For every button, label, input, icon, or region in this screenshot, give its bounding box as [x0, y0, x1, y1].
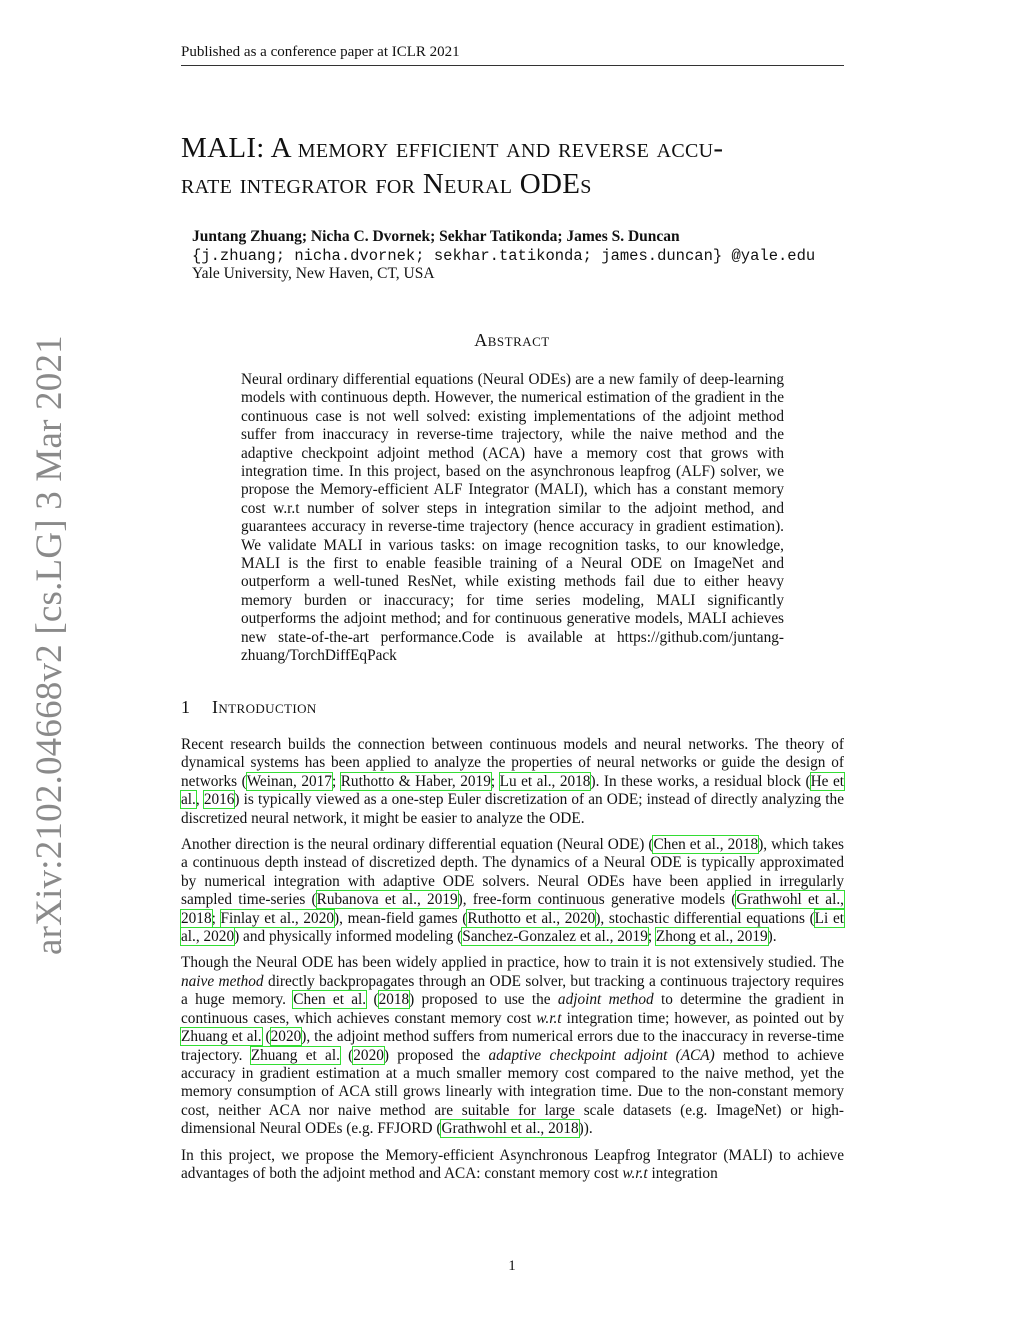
- paragraph-1: Recent research builds the connection between continuous models and neural networks. The theory of dynamical systems has been applied to analyze the properties of neural networks or guide the design of networks (Weinan, 2017; Ruthotto & Haber, 2019; Lu et al., 2018). In these works, a residual block (He et al., 2016) is typically viewed as a one-step Euler discretization of an ODE; instead of directly analyzing the discretized neural network, it might be easier to analyze the ODE.: [181, 736, 845, 827]
- citation-link[interactable]: Ruthotto et al., 2020: [467, 909, 596, 927]
- citation-link[interactable]: Grathwohl et al., 2018: [441, 1120, 579, 1138]
- introduction-body: [181, 736, 844, 1191]
- author-emails: {j.zhuang; nicha.dvornek; sekhar.tatikonda; james.duncan} @yale.edu: [192, 247, 816, 265]
- citation-link[interactable]: Zhuang et al.: [250, 1046, 340, 1064]
- paragraph-3: Though the Neural ODE has been widely applied in practice, how to train it is not extensively studied. The naive method directly backpropagates through an ODE solver, but tracking a continuous trajectory requires a huge memory. Chen et al. (2018) proposed to use the adjoint method to determine the gradient in continuous cases, which achieves constant memory cost w.r.t integration time; however, as pointed out by Zhuang et al. (2020), the adjoint method suffers from numerical errors due to the inaccuracy in reverse-time trajectory. Zhuang et al. (2020) proposed the adaptive checkpoint adjoint (ACA) method to achieve accuracy in gradient estimation at a much smaller memory cost compared to the naive method, yet the memory consumption of ACA still grows linearly with integration time. Due to the non-constant memory cost, neither ACA nor naive method are suitable for large scale datasets (e.g. ImageNet) or high-dimensional Neural ODEs (e.g. FFJORD (Grathwohl et al., 2018)).: [181, 954, 845, 1138]
- title-line-2: rate integrator for Neural ODEs: [181, 168, 592, 200]
- citation-link[interactable]: He et al.: [181, 772, 845, 809]
- title-line-1: MALI: A memory efficient and reverse accu-: [181, 132, 724, 164]
- section-title: Introduction: [212, 697, 317, 717]
- citation-link[interactable]: Rubanova et al., 2019: [316, 891, 458, 909]
- abstract-heading: Abstract: [474, 330, 550, 350]
- citation-link[interactable]: Lu et al., 2018: [499, 772, 591, 790]
- abstract-text: Neural ordinary differential equations (Neural ODEs) are a new family of deep-learning models with continuous depth. However, the numerical estimation of the gradient in the continuous case is not well solved: existing implementations of the adjoint method suffer from inaccuracy in reverse-time trajectory, while the naive method and the adaptive checkpoint adjoint method (ACA) have a memory cost that grows with integration time. In this project, based on the asynchronous leapfrog (ALF) solver, we propose the Memory-efficient ALF Integrator (MALI), which has a constant memory cost w.r.t number of solver steps in integration similar to the adjoint method, and guarantees accuracy in reverse-time trajectory (hence accuracy in gradient estimation). We validate MALI in various tasks: on image recognition tasks, to our knowledge, MALI is the first to enable feasible training of a Neural ODE on ImageNet and outperform a well-tuned ResNet, while existing methods fail due to either heavy memory burden or inaccuracy; for time series modeling, MALI significantly outperforms the adjoint method; and for continuous generative models, MALI achieves new state-of-the-art performance.Code is available at https://github.com/juntang-zhuang/TorchDiffEqPack: [241, 371, 784, 665]
- citation-link[interactable]: Chen et al., 2018: [653, 836, 759, 854]
- paragraph-2: Another direction is the neural ordinary differential equation (Neural ODE) (Chen et al., 2018), which takes a continuous depth instead of discretized depth. The dynamics of a Neural ODE is typically approximated by numerical integration with adaptive ODE solvers. Neural ODEs have been applied in irregularly sampled time-series (Rubanova et al., 2019), free-form continuous generative models (Grathwohl et al., 2018; Finlay et al., 2020), mean-field games (Ruthotto et al., 2020), stochastic differential equations (Li et al., 2020) and physically informed modeling (Sanchez-Gonzalez et al., 2019; Zhong et al., 2019).: [181, 836, 844, 946]
- page-number: 1: [508, 1258, 516, 1274]
- citation-link[interactable]: Weinan, 2017: [246, 772, 332, 790]
- citation-link[interactable]: Chen et al.: [293, 991, 367, 1009]
- citation-link[interactable]: Zhong et al., 2019: [655, 928, 768, 946]
- author-names: Juntang Zhuang; Nicha C. Dvornek; Sekhar Tatikonda; James S. Duncan: [192, 228, 680, 245]
- running-head: Published as a conference paper at ICLR 2021: [181, 44, 844, 66]
- citation-link[interactable]: Finlay et al., 2020: [220, 909, 334, 927]
- citation-link[interactable]: 2020: [270, 1028, 302, 1046]
- paper-title: [181, 130, 861, 202]
- citation-link[interactable]: 2018: [378, 991, 410, 1009]
- citation-link[interactable]: Zhuang et al.: [181, 1028, 262, 1046]
- citation-link[interactable]: Grathwohl et al., 2018: [181, 891, 844, 927]
- citation-link[interactable]: Sanchez-Gonzalez et al., 2019: [462, 928, 648, 946]
- paragraph-4: In this project, we propose the Memory-efficient Asynchronous Leapfrog Integrator (MALI) to achieve advantages of both the adjoint method and ACA: constant memory cost w.r.t integration: [181, 1146, 844, 1182]
- citation-link[interactable]: Ruthotto & Haber, 2019: [340, 772, 491, 790]
- section-number: 1: [181, 697, 191, 717]
- citation-link[interactable]: 2020: [353, 1046, 384, 1064]
- author-affiliation: Yale University, New Haven, CT, USA: [192, 265, 435, 282]
- citation-link[interactable]: 2016: [203, 791, 235, 809]
- citation-link[interactable]: Li et al., 2020: [181, 909, 844, 946]
- section-heading-introduction: [181, 697, 317, 718]
- arxiv-stamp: arXiv:2102.04668v2 [cs.LG] 3 Mar 2021: [29, 335, 70, 955]
